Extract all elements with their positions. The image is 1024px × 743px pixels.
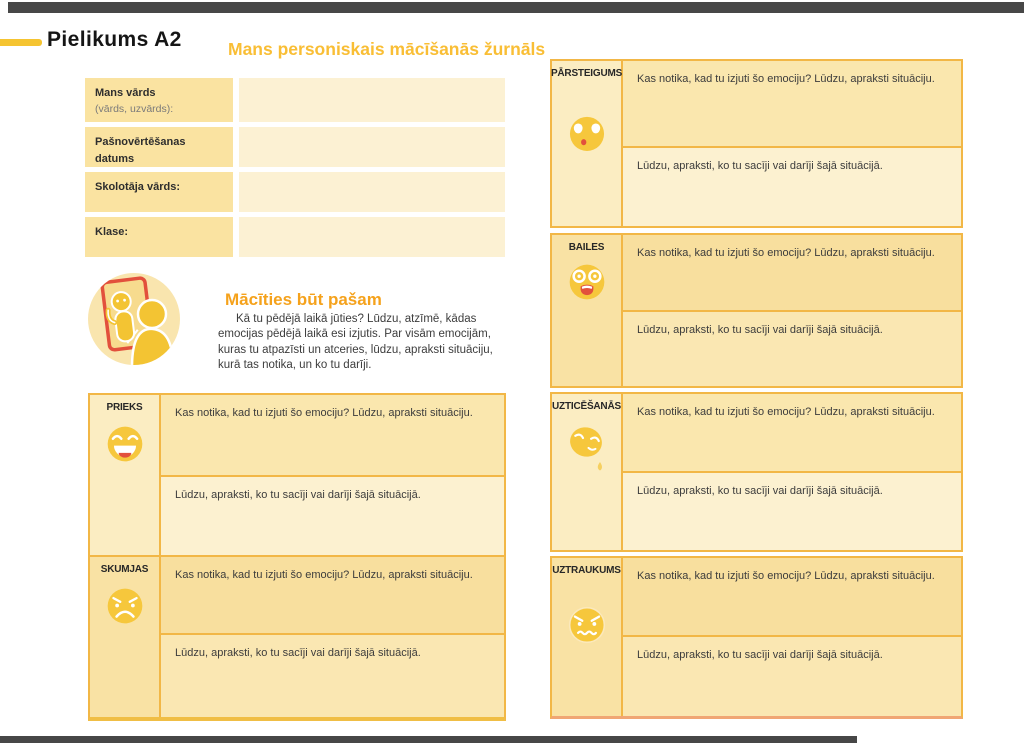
class-label: Klase: [95, 226, 129, 238]
parsteigums-label-column [552, 61, 623, 226]
joy-emoji-icon [104, 423, 146, 465]
name-label-cell [85, 78, 233, 122]
sadness-emoji-icon [104, 585, 146, 627]
emotion-block-parsteigums [550, 59, 963, 228]
emotion-block-uzticesanas [550, 392, 963, 552]
mirror-self-reflection-icon [86, 271, 182, 367]
prieks-situation-cell[interactable] [161, 395, 504, 477]
prieks-label-column [90, 395, 161, 555]
emotion-block-uztraukums [550, 556, 963, 719]
action-prompt: Lūdzu, apraksti, ko tu sacīji vai darīji šajā situācijā. [175, 647, 421, 659]
date-label-cell [85, 127, 233, 167]
uztraukums-label-column [552, 558, 623, 716]
skumjas-label-column [90, 557, 161, 717]
skumjas-situation-cell[interactable] [161, 557, 504, 635]
form-row-teacher [85, 172, 505, 212]
surprise-emoji-icon [565, 113, 609, 157]
name-field[interactable] [239, 78, 505, 122]
intro-heading: Mācīties būt pašam [225, 290, 382, 309]
trust-emoji-icon [564, 424, 610, 474]
emotion-name-bailes: BAILES [568, 242, 605, 253]
fear-emoji-icon [566, 261, 608, 303]
accent-dash [0, 39, 42, 46]
bailes-action-cell[interactable] [623, 312, 961, 386]
top-divider-bar [8, 2, 1024, 13]
emotion-block-prieks [88, 393, 506, 557]
action-prompt: Lūdzu, apraksti, ko tu sacīji vai darīji šajā situācijā. [637, 485, 883, 497]
prieks-action-cell[interactable] [161, 477, 504, 555]
uztraukums-situation-cell[interactable] [623, 558, 961, 637]
uztraukums-action-cell[interactable] [623, 637, 961, 716]
class-field[interactable] [239, 217, 505, 257]
action-prompt: Lūdzu, apraksti, ko tu sacīji vai darīji šajā situācijā. [175, 489, 421, 501]
action-prompt: Lūdzu, apraksti, ko tu sacīji vai darīji šajā situācijā. [637, 160, 883, 172]
bailes-label-column [552, 235, 623, 386]
teacher-label-cell [85, 172, 233, 212]
class-label-cell [85, 217, 233, 257]
bottom-divider-bar [0, 736, 857, 743]
form-row-name [85, 78, 505, 122]
parsteigums-action-cell[interactable] [623, 148, 961, 226]
emotion-block-skumjas [88, 555, 506, 721]
parsteigums-situation-cell[interactable] [623, 61, 961, 148]
bailes-situation-cell[interactable] [623, 235, 961, 312]
action-prompt: Lūdzu, apraksti, ko tu sacīji vai darīji šajā situācijā. [637, 649, 883, 661]
name-label: Mans vārds [95, 87, 156, 99]
name-sublabel: (vārds, uzvārds): [95, 102, 174, 115]
form-row-class [85, 217, 505, 257]
uzticesanas-action-cell[interactable] [623, 473, 961, 550]
appendix-label: Pielikums A2 [47, 28, 182, 51]
student-info-form [85, 78, 505, 257]
action-prompt: Lūdzu, apraksti, ko tu sacīji vai darīji šajā situācijā. [637, 324, 883, 336]
emotion-name-prieks: PRIEKS [106, 402, 143, 413]
emotion-block-bailes [550, 233, 963, 388]
situation-prompt: Kas notika, kad tu izjuti šo emociju? Lūdzu, apraksti situāciju. [637, 247, 935, 259]
emotion-name-parsteigums: PĀRSTEIGUMS [550, 68, 623, 79]
teacher-field[interactable] [239, 172, 505, 212]
emotion-table-left [88, 393, 506, 721]
teacher-label: Skolotāja vārds: [95, 181, 180, 193]
emotion-name-uztraukums: UZTRAUKUMS [552, 565, 621, 576]
situation-prompt: Kas notika, kad tu izjuti šo emociju? Lūdzu, apraksti situāciju. [637, 570, 935, 582]
intro-body-text: Kā tu pēdējā laikā jūties? Lūdzu, atzīmē, kādas emocijas pēdējā laikā esi izjutis. Par visām emocijām, kuras tu atpazīsti un atceries, lūdzu, apraksti situāciju, kurā tas notika, un ko tu darīji. [218, 313, 493, 371]
page-title: Mans personiskais mācīšanās žurnāls [228, 39, 546, 59]
situation-prompt: Kas notika, kad tu izjuti šo emociju? Lūdzu, apraksti situāciju. [175, 407, 473, 419]
form-row-date [85, 127, 505, 167]
date-field[interactable] [239, 127, 505, 167]
emotion-name-uzticesanas: UZTICĒŠANĀS [552, 401, 621, 412]
uzticesanas-situation-cell[interactable] [623, 394, 961, 473]
emotion-name-skumjas: SKUMJAS [100, 564, 149, 575]
skumjas-action-cell[interactable] [161, 635, 504, 717]
situation-prompt: Kas notika, kad tu izjuti šo emociju? Lūdzu, apraksti situāciju. [637, 73, 935, 85]
uzticesanas-label-column [552, 394, 623, 550]
date-label: Pašnovērtēšanas datums [95, 136, 186, 165]
worry-emoji-icon [566, 604, 608, 646]
situation-prompt: Kas notika, kad tu izjuti šo emociju? Lūdzu, apraksti situāciju. [175, 569, 473, 581]
situation-prompt: Kas notika, kad tu izjuti šo emociju? Lūdzu, apraksti situāciju. [637, 406, 935, 418]
